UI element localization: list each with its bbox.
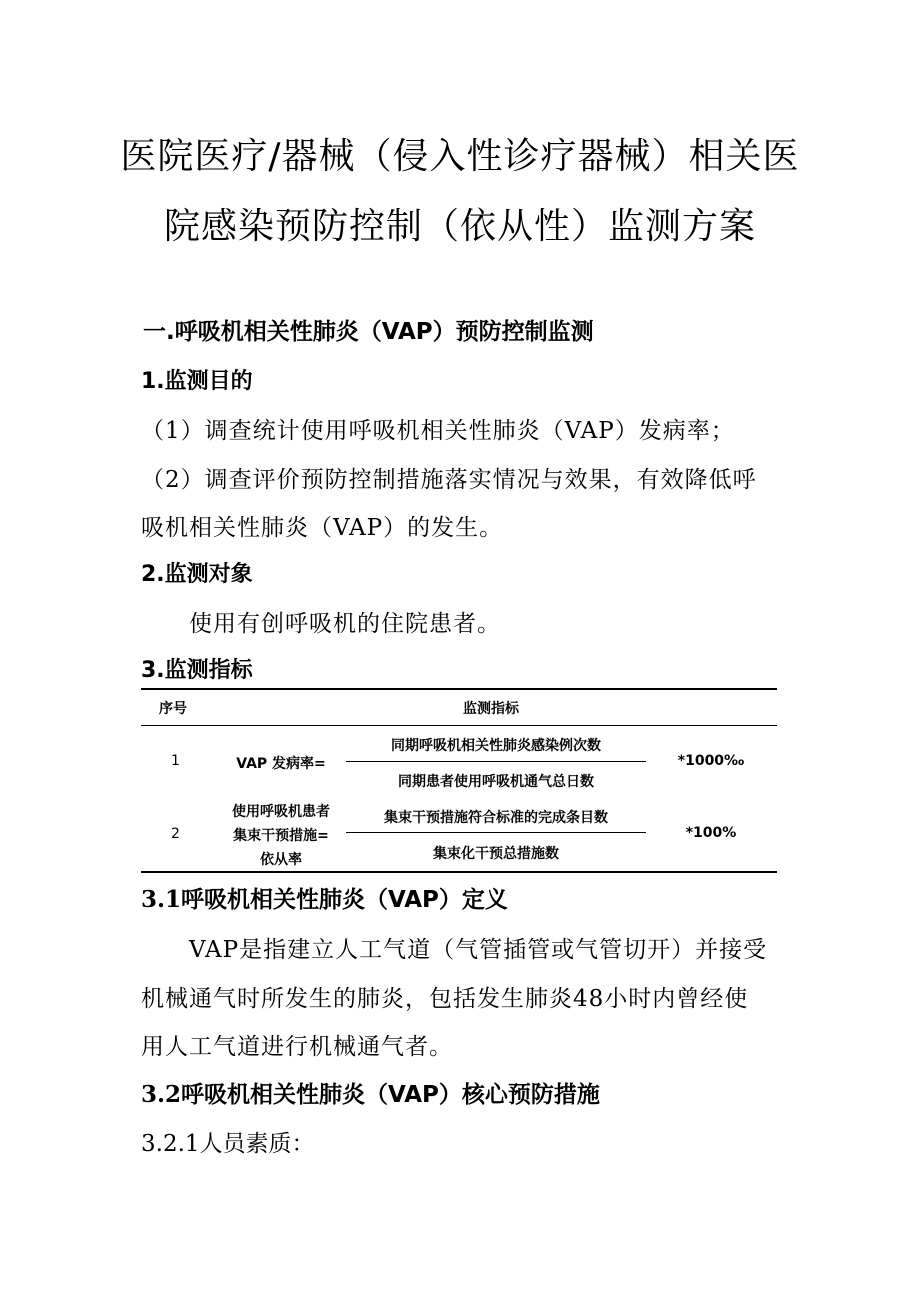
row-no: 2 [171, 826, 180, 842]
row-label-line-2: 集束干预措施= [233, 828, 329, 844]
indicator-table [141, 688, 777, 873]
row-no: 1 [171, 753, 180, 769]
fraction-line [346, 761, 646, 762]
table-top-rule [141, 688, 777, 690]
section-heading: 一.呼吸机相关性肺炎（VAP）预防控制监测 [143, 319, 594, 345]
prevention-heading-number: 3.2 [141, 1081, 182, 1108]
document-title-line-2: 院感染预防控制（依从性）监测方案 [163, 206, 756, 247]
purpose-item-1: （1）调查统计使用呼吸机相关性肺炎（VAP）发病率； [141, 418, 735, 444]
target-text: 使用有创呼吸机的住院患者。 [189, 611, 501, 637]
prevention-heading [141, 1076, 600, 1109]
definition-heading-text: 呼吸机相关性肺炎（VAP）定义 [181, 887, 508, 913]
definition-line-1: VAP是指建立人工气道（气管插管或气管切开）并接受 [189, 937, 768, 963]
purpose-item-2-line-2: 吸机相关性肺炎（VAP）的发生。 [141, 515, 504, 541]
purpose-heading: 1.监测目的 [141, 369, 253, 394]
table-header-rule [141, 725, 777, 726]
prevention-heading-text: 呼吸机相关性肺炎（VAP）核心预防措施 [181, 1082, 600, 1108]
definition-heading [141, 881, 508, 914]
fraction-line [346, 832, 646, 833]
definition-line-3: 用人工气道进行机械通气者。 [141, 1034, 453, 1060]
row-numerator: 集束干预措施符合标准的完成条目数 [384, 810, 608, 826]
row-label-line-3: 依从率 [260, 852, 302, 868]
table-header-indicator: 监测指标 [463, 701, 519, 717]
row-multiplier: *1000‰ [677, 753, 745, 769]
indicators-heading: 3.监测指标 [141, 658, 253, 683]
table-bottom-rule [141, 871, 777, 873]
purpose-item-2-line-1: （2）调查评价预防控制措施落实情况与效果，有效降低呼 [141, 467, 757, 493]
row-denominator: 同期患者使用呼吸机通气总日数 [398, 774, 594, 790]
row-label: VAP 发病率= [236, 756, 326, 772]
target-heading: 2.监测对象 [141, 562, 253, 587]
row-numerator: 同期呼吸机相关性肺炎感染例次数 [391, 738, 601, 754]
document-title-line-1: 医院医疗/器械（侵入性诊疗器械）相关医 [120, 136, 800, 177]
prevention-subheading: 3.2.1人员素质： [141, 1131, 315, 1157]
definition-heading-number: 3.1 [141, 886, 182, 913]
row-denominator: 集束化干预总措施数 [433, 846, 559, 862]
definition-line-2: 机械通气时所发生的肺炎，包括发生肺炎48小时内曾经使 [141, 986, 749, 1012]
row-label-line-1: 使用呼吸机患者 [232, 804, 330, 820]
table-header-no: 序号 [159, 701, 187, 717]
row-multiplier: *100% [685, 825, 737, 841]
